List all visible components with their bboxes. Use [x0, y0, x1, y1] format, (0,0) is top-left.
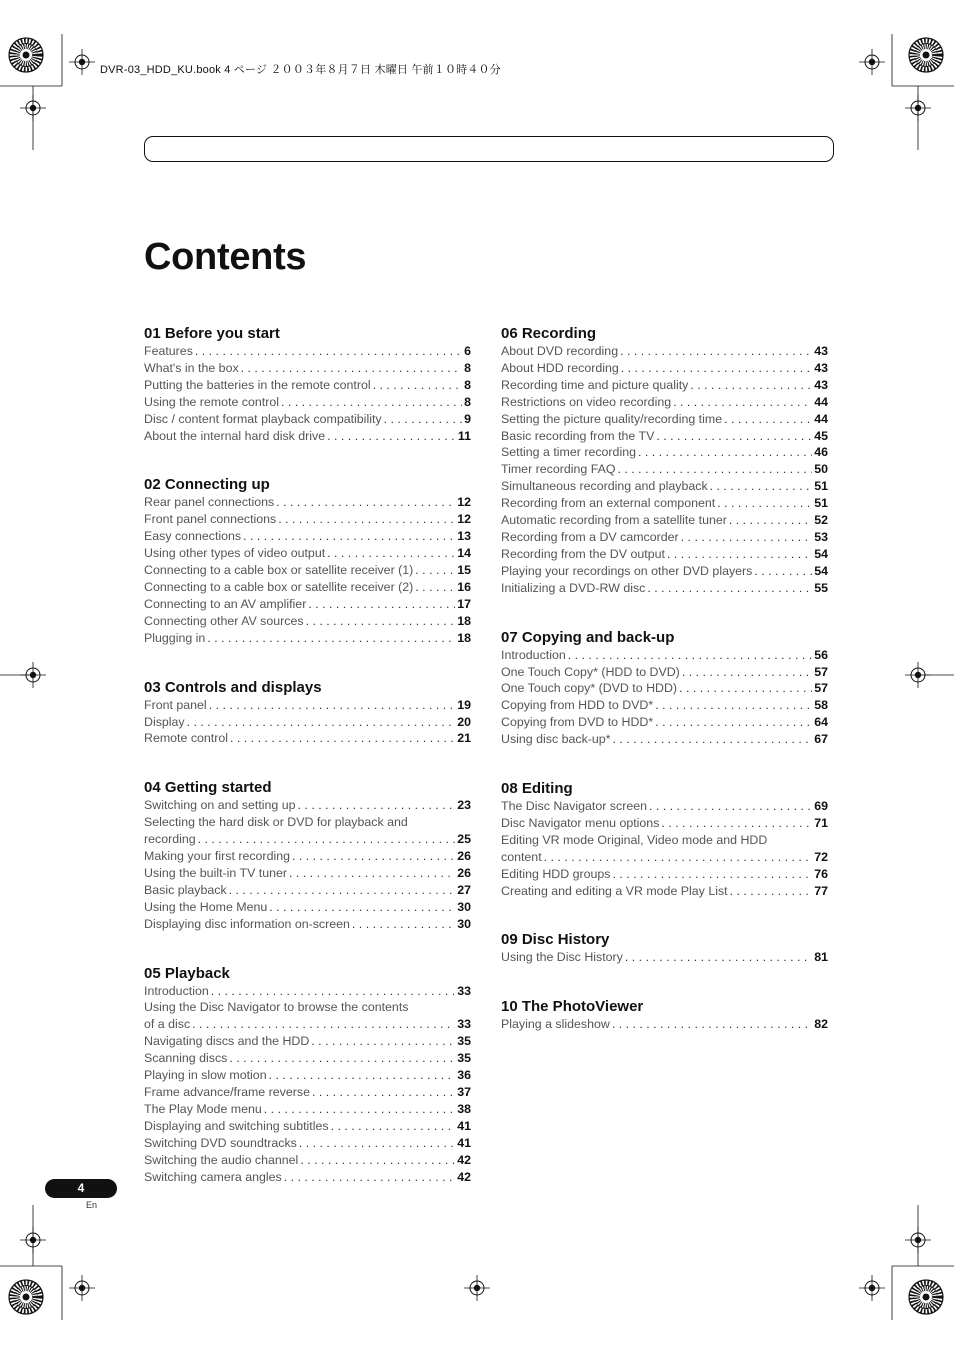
page-ref: 18 — [457, 630, 471, 645]
crosshair-mark — [69, 49, 95, 75]
page-ref: 56 — [814, 647, 828, 662]
toc-entry[interactable]: Simultaneous recording and playback . . . 51 — [501, 478, 828, 495]
page-ref: 44 — [814, 394, 828, 409]
page-ref: 43 — [814, 344, 828, 358]
toc-entry[interactable]: Displaying disc information on-screen . . . 30 — [144, 916, 471, 933]
toc-section-09 — [501, 930, 828, 966]
page-ref: 26 — [457, 865, 471, 880]
page-ref: 27 — [457, 882, 471, 897]
page-ref: 64 — [814, 715, 828, 730]
toc-entry[interactable]: Editing HDD groups . . . 76 — [501, 866, 828, 883]
toc-entry[interactable]: Recording time and picture quality . . . 43 — [501, 377, 828, 394]
toc-entry[interactable]: Frame advance/frame reverse . . . 37 — [144, 1084, 471, 1101]
crosshair-mark — [20, 95, 46, 121]
book-file-header: DVR-03_HDD_KU.book 4 ページ ２００３年８月７日 木曜日 午前１０時４０分 — [100, 64, 501, 76]
page-ref: 43 — [814, 360, 828, 375]
page-ref: 20 — [457, 714, 471, 729]
toc-section-08 — [501, 779, 828, 899]
page-ref: 41 — [457, 1135, 471, 1150]
page-ref: 37 — [457, 1085, 471, 1099]
toc-entry[interactable]: The Play Mode menu . . . 38 — [144, 1101, 471, 1118]
toc-entry[interactable]: Connecting to a cable box or satellite receiver (2) . . . 16 — [144, 579, 471, 596]
toc-entry[interactable]: Recording from the DV output . . . 54 — [501, 546, 828, 563]
toc-entry[interactable]: Using other types of video output . . . 14 — [144, 545, 471, 562]
toc-entry[interactable]: The Disc Navigator screen . . . 69 — [501, 798, 828, 815]
page-ref: 14 — [457, 546, 471, 561]
page-ref: 81 — [814, 950, 828, 965]
toc-entry[interactable]: Introduction . . . 33 — [144, 983, 471, 1000]
toc-entry[interactable]: Using the Home Menu . . . 30 — [144, 899, 471, 916]
toc-entry[interactable]: Switching on and setting up . . . 23 — [144, 797, 471, 814]
page-ref: 16 — [457, 579, 471, 594]
sunburst-mark-bottom-right — [909, 1280, 943, 1314]
toc-section-05 — [144, 964, 471, 1186]
section-heading: 07 Copying and back-up — [501, 628, 675, 646]
page-ref: 52 — [814, 513, 828, 528]
toc-section-02 — [144, 475, 471, 646]
toc-section-01 — [144, 324, 471, 444]
toc-column-right — [501, 324, 828, 1064]
page-ref: 53 — [814, 529, 828, 544]
page-ref: 46 — [814, 445, 828, 460]
toc-entry[interactable]: Switching camera angles . . . 42 — [144, 1169, 471, 1186]
page-ref: 12 — [457, 495, 471, 510]
toc-entry[interactable]: Basic playback . . . 27 — [144, 882, 471, 899]
page-number-badge: 4 — [45, 1179, 117, 1198]
toc-entry[interactable]: Rear panel connections . . . 12 — [144, 494, 471, 511]
toc-entry[interactable]: Connecting to a cable box or satellite receiver (1) . . . 15 — [144, 562, 471, 579]
page-ref: 23 — [457, 798, 471, 813]
toc-entry[interactable]: About HDD recording . . . 43 — [501, 360, 828, 377]
toc-entry[interactable]: Scanning discs . . . 35 — [144, 1050, 471, 1067]
section-heading: 10 The PhotoViewer — [501, 998, 644, 1016]
page-ref: 54 — [814, 563, 828, 578]
toc-entry[interactable]: Copying from HDD to DVD* . . . 58 — [501, 697, 828, 714]
page-ref: 76 — [814, 866, 828, 881]
page-ref: 38 — [457, 1101, 471, 1116]
toc-entry[interactable]: Easy connections . . . 13 — [144, 528, 471, 545]
toc-entry[interactable]: What's in the box . . . 8 — [144, 360, 471, 377]
crosshair-mark — [20, 1227, 46, 1253]
toc-entry[interactable]: Recording from an external component . . . 51 — [501, 495, 828, 512]
toc-entry[interactable]: Using the built-in TV tuner . . . 26 — [144, 865, 471, 882]
toc-entry[interactable]: Basic recording from the TV . . . 45 — [501, 428, 828, 445]
toc-entry[interactable]: Plugging in . . . 18 — [144, 630, 471, 647]
page-ref: 9 — [464, 411, 471, 426]
sunburst-mark-top-left — [9, 38, 43, 72]
toc-entry[interactable]: Remote control . . . 21 — [144, 730, 471, 747]
page-ref: 25 — [457, 832, 471, 847]
page-ref: 42 — [457, 1169, 471, 1184]
page-ref: 33 — [457, 1017, 471, 1032]
page-ref: 77 — [814, 883, 828, 898]
crosshair-mark — [69, 1275, 95, 1301]
toc-entry[interactable]: Recording from a DV camcorder . . . 53 — [501, 529, 828, 546]
page-ref: 67 — [814, 732, 828, 747]
page-ref: 21 — [457, 731, 471, 746]
toc-entry[interactable]: Playing your recordings on other DVD players . . . 54 — [501, 563, 828, 580]
toc-section-03 — [144, 678, 471, 748]
toc-entry[interactable]: Creating and editing a VR mode Play List . . . 77 — [501, 883, 828, 900]
section-heading: 08 Editing — [501, 780, 573, 798]
page-ref: 36 — [457, 1068, 471, 1083]
page-ref: 30 — [457, 899, 471, 914]
section-heading: 06 Recording — [501, 325, 597, 342]
page-ref: 57 — [814, 664, 828, 679]
toc-entry[interactable]: Switching the audio channel . . . 42 — [144, 1152, 471, 1169]
page-ref: 69 — [814, 799, 828, 814]
toc-section-06 — [501, 324, 828, 597]
page-ref: 6 — [464, 344, 471, 358]
toc-section-10 — [501, 997, 828, 1033]
page-ref: 35 — [457, 1034, 471, 1049]
page-ref: 11 — [457, 428, 471, 443]
toc-entry[interactable]: Display . . . 20 — [144, 714, 471, 731]
page-ref: 82 — [814, 1017, 828, 1032]
toc-column-left — [144, 324, 471, 1216]
crosshair-mark — [20, 662, 46, 688]
toc-entry[interactable]: Copying from DVD to HDD* . . . 64 — [501, 714, 828, 731]
page-ref: 35 — [457, 1051, 471, 1066]
page-ref: 72 — [814, 849, 828, 864]
page-ref: 54 — [814, 546, 828, 561]
header-bar — [144, 136, 834, 162]
page-ref: 57 — [814, 681, 828, 696]
toc-entry[interactable]: Front panel connections . . . 12 — [144, 511, 471, 528]
page-ref: 42 — [457, 1152, 471, 1167]
toc-entry[interactable]: Editing VR mode Original, Video mode and HDD content . . . 72 — [501, 832, 828, 866]
page-ref: 26 — [457, 849, 471, 864]
toc-entry[interactable]: Using disc back-up* . . . 67 — [501, 731, 828, 748]
toc-entry[interactable]: Putting the batteries in the remote control . . . 8 — [144, 377, 471, 394]
toc-entry[interactable]: Restrictions on video recording . . . 44 — [501, 394, 828, 411]
page-ref: 51 — [814, 479, 828, 494]
toc-entry[interactable]: Front panel . . . 19 — [144, 697, 471, 714]
toc-entry[interactable]: Using the Disc Navigator to browse the contents of a disc . . . 33 — [144, 999, 471, 1033]
page-ref: 41 — [457, 1118, 471, 1133]
page-ref: 12 — [457, 512, 471, 527]
toc-entry[interactable]: Connecting to an AV amplifier . . . 17 — [144, 596, 471, 613]
crosshair-mark — [905, 662, 931, 688]
crosshair-mark — [905, 95, 931, 121]
toc-entry[interactable]: One Touch copy* (DVD to HDD) . . . 57 — [501, 680, 828, 697]
page-ref: 8 — [464, 377, 471, 392]
section-heading: 04 Getting started — [144, 779, 272, 797]
page-ref: 15 — [457, 563, 471, 578]
crosshair-mark — [905, 1227, 931, 1253]
page-title: Contents — [144, 236, 307, 278]
toc-entry[interactable]: Connecting other AV sources . . . 18 — [144, 613, 471, 630]
toc-entry[interactable]: One Touch Copy* (HDD to DVD) . . . 57 — [501, 664, 828, 681]
page-ref: 18 — [457, 613, 471, 628]
page-ref: 8 — [464, 360, 471, 375]
sunburst-mark-top-right — [909, 38, 943, 72]
toc-entry[interactable]: Displaying and switching subtitles . . . 41 — [144, 1118, 471, 1135]
toc-entry[interactable]: Timer recording FAQ . . . 50 — [501, 461, 828, 478]
toc-entry[interactable]: Introduction . . . 56 — [501, 647, 828, 664]
toc-entry[interactable]: Initializing a DVD-RW disc . . . 55 — [501, 580, 828, 597]
page-ref: 45 — [814, 428, 828, 443]
page-ref: 55 — [814, 580, 828, 595]
crosshair-mark — [859, 49, 885, 75]
page-ref: 51 — [814, 496, 828, 511]
crosshair-mark — [859, 1275, 885, 1301]
toc-entry[interactable]: Disc / content format playback compatibility . . . 9 — [144, 411, 471, 428]
page-ref: 58 — [814, 698, 828, 713]
toc-entry[interactable]: Using the remote control . . . 8 — [144, 394, 471, 411]
toc-entry[interactable]: Playing a slideshow . . . 82 — [501, 1016, 828, 1033]
toc-section-07 — [501, 628, 828, 748]
toc-entry[interactable]: About DVD recording . . . 43 — [501, 343, 828, 360]
page-ref: 44 — [814, 411, 828, 426]
sunburst-mark-bottom-left — [9, 1280, 43, 1314]
language-code: En — [86, 1200, 98, 1210]
section-heading: 02 Connecting up — [144, 476, 270, 494]
toc-entry[interactable]: Playing in slow motion . . . 36 — [144, 1067, 471, 1084]
crosshair-mark — [464, 1275, 490, 1301]
page-ref: 50 — [814, 462, 828, 477]
page-ref: 30 — [457, 916, 471, 931]
toc-entry[interactable]: Making your first recording . . . 26 — [144, 848, 471, 865]
section-heading: 01 Before you start — [144, 325, 280, 342]
toc-entry[interactable]: Navigating discs and the HDD . . . 35 — [144, 1033, 471, 1050]
page-ref: 8 — [464, 394, 471, 409]
toc-entry[interactable]: Automatic recording from a satellite tuner . . . 52 — [501, 512, 828, 529]
page-ref: 43 — [814, 377, 828, 392]
section-heading: 05 Playback — [144, 964, 230, 982]
toc-section-04 — [144, 778, 471, 932]
page-ref: 33 — [457, 983, 471, 998]
toc-entry[interactable]: Features . . . 6 — [144, 343, 471, 360]
page-ref: 17 — [457, 596, 471, 611]
toc-entry[interactable]: Using the Disc History . . . 81 — [501, 949, 828, 966]
toc-entry[interactable]: Setting a timer recording . . . 46 — [501, 444, 828, 461]
section-heading: 09 Disc History — [501, 931, 610, 949]
toc-entry[interactable]: Switching DVD soundtracks . . . 41 — [144, 1135, 471, 1152]
section-heading: 03 Controls and displays — [144, 678, 322, 696]
toc-entry[interactable]: About the internal hard disk drive . . . 11 — [144, 428, 471, 445]
page-ref: 19 — [457, 697, 471, 712]
page-ref: 13 — [457, 529, 471, 544]
toc-entry[interactable]: Selecting the hard disk or DVD for playback and recording . . . 25 — [144, 814, 471, 848]
toc-entry[interactable]: Disc Navigator menu options . . . 71 — [501, 815, 828, 832]
toc-entry[interactable]: Setting the picture quality/recording time . . . 44 — [501, 411, 828, 428]
page-ref: 71 — [814, 815, 828, 830]
